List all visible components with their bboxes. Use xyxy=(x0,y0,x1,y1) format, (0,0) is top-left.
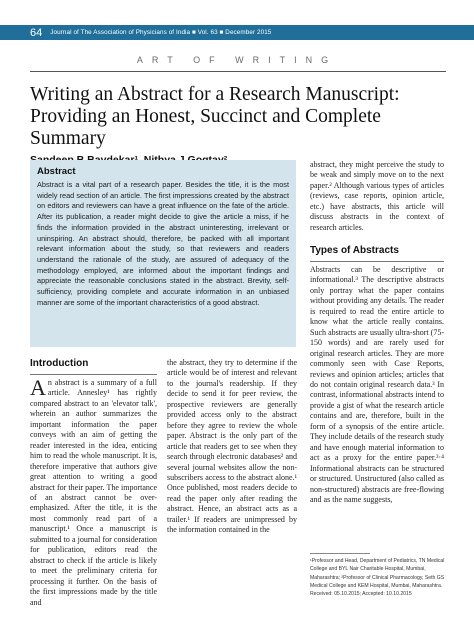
received-accepted-dates: Received: 05.10.2015; Accepted: 10.10.2015 xyxy=(310,591,412,598)
abstract-text: Abstract is a vital part of a research paper. Besides the title, it is the most widely read section of an article. The first impressions created by the abstract on editors and reviewers can have a great influence on the fate of the article. After its publication, a reader might decide to give the article a miss, if he finds the information provided in the abstract uninteresting, irrelevant or uninspiring. An abstract should, therefore, be packed with all important relevant information about the study, so that reviewers and readers understand the rationale of the study, are assured of adequacy of the methodology employed, are informed about the important findings and appreciate the reasonable conclusions stated in the abstract. Brevity, self-sufficiency, providing complete and accurate information in an unbiased manner are some of the important characteristics of a good abstract. xyxy=(37,180,289,307)
introduction-heading: Introduction xyxy=(30,358,89,369)
introduction-heading-rule xyxy=(30,374,157,375)
section-label: ART OF WRITING xyxy=(136,55,338,65)
types-text: Abstracts can be descriptive or informational.³ The descriptive abstracts only portray what the paper contains without providing any details. The reader is required to read the entire article to know what the article really contains. Such abstracts are usually ultra-short (75-150 words) and are rarely used for original research articles. They are more commonly seen with Case Reports, reviews and opinion articles; articles that do not contain original research data.³ In contrast, informational abstracts intend to provide a gist of what the research article contains and are, therefore, built in the form of a synopsis of the entire article. They include details of the research study and have enough material information to act as a proxy for the entire paper.³·⁴ Informational abstracts can be structured or structured. Unstructured (also called as non-structured) abstracts are free-flowing and as the name suggests, xyxy=(310,265,444,504)
abstract-heading: Abstract xyxy=(37,166,76,177)
page-number: 64 xyxy=(30,26,43,39)
article-title: Writing an Abstract for a Research Manuscript: Providing an Honest, Succinct and Complete Summary xyxy=(30,84,400,149)
abstract-box xyxy=(30,160,296,347)
affiliation-note: ¹Professor and Head, Department of Pediatrics, TN Medical College and BYL Nair Charitable Hospital, Mumbai, Maharashtra; ²Professor of Clinical Pharmacology, Seth GS Medical College and KEM Hospital, Mumbai, Maharashtra. xyxy=(310,558,445,589)
right-column-intro-text: abstract, they might perceive the study to be weak and simply move on to the next paper.² Although various types of articles (reviews, case reports, opinion article, etc.) have abstracts, this article will discuss abstracts in the context of research articles. xyxy=(310,160,444,232)
right-column-top xyxy=(310,160,444,233)
types-heading-rule xyxy=(310,261,444,262)
types-heading: Types of Abstracts xyxy=(310,245,399,256)
introduction-text-1: n abstract is a summary of a full article. Annesley¹ has rightly compared abstract to an 'elevator talk', wherein an author summarizes the important information the paper conveys with an aim of getting the reader interested in the idea, enticing him to read the whole manuscript. It is, therefore imperative that authors give great attention to writing a good abstract for their paper. The importance of an abstract cannot be over-emphasized. After the title, it is the most commonly read part of a manuscript.¹ Once a manuscript is submitted to a journal for consideration for publication, editors read the abstract to check if the article is likely to meet the preliminary criteria for processing it further. On the basis of the first impressions made by the title and xyxy=(30,378,157,607)
journal-citation: Journal of The Association of Physicians of India ■ Vol. 63 ■ December 2015 xyxy=(50,29,272,36)
introduction-column-2 xyxy=(167,358,297,536)
drop-cap: A xyxy=(30,375,46,400)
footnote xyxy=(310,557,450,598)
journal-header-bar xyxy=(0,25,474,40)
introduction-column-1 xyxy=(30,375,157,608)
footnote-divider xyxy=(310,553,370,554)
types-text-block xyxy=(310,265,444,505)
section-divider xyxy=(30,71,446,72)
introduction-text-2: the abstract, they try to determine if the article would be of interest and relevant to the journal's readership. If they decide to send it for peer review, the prospective reviewers are generally provided access only to the abstract before they agree to review the whole paper. Abstract is the only part of the article that readers get to see when they search through electronic databases² and several journal websites allow the non-subscribers access to the abstract alone.¹ Once published, most readers decide to read the paper only after reading the abstract. Hence, an abstract acts as a trailer.¹ If readers are unimpressed by the information contained in the xyxy=(167,358,297,535)
